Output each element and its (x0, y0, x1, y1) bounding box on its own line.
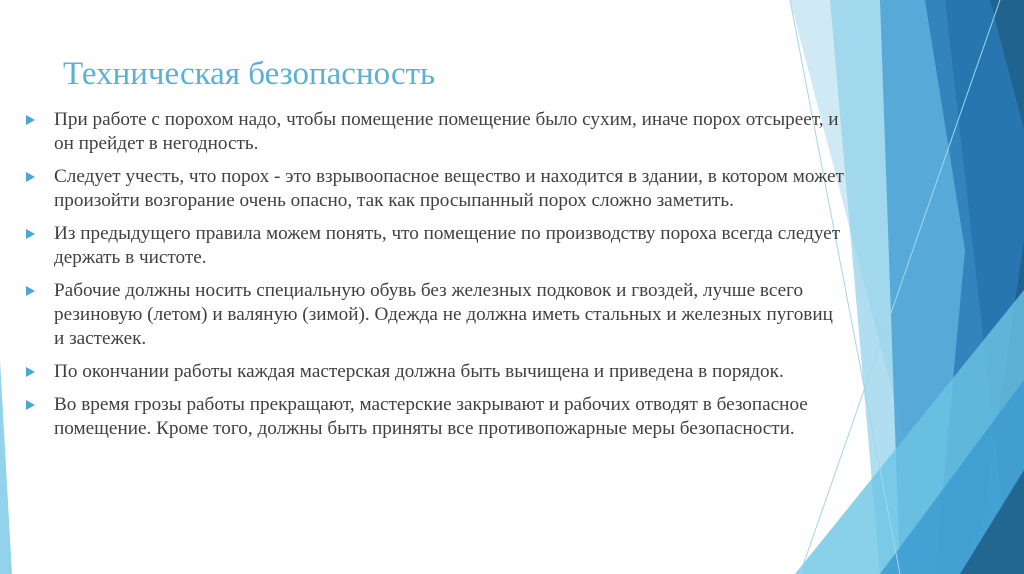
triangle-right-icon (26, 172, 35, 182)
bullet-text: При работе с порохом надо, чтобы помещение помещение было сухим, иначе порох отсыреет, и он прейдет в негодность. (54, 109, 839, 154)
bullet-text: Во время грозы работы прекращают, мастерские закрывают и рабочих отводят в безопасное помещение. Кроме того, должны быть приняты все противопожарные меры безопасности. (54, 394, 808, 439)
bullet-list (24, 108, 844, 450)
bullet-text: По окончании работы каждая мастерская должна быть вычищена и приведена в порядок. (54, 361, 784, 382)
slide-title: Техническая безопасность (63, 56, 436, 92)
left-edge-wedge (0, 360, 12, 574)
bullet-item (24, 165, 844, 213)
bullet-item (24, 222, 844, 270)
triangle-right-icon (26, 286, 35, 296)
bullet-text: Рабочие должны носить специальную обувь без железных подковок и гвоздей, лучше всего резиновую (летом) и валяную (зимой). Одежда не должна иметь стальных и железных пуговиц и застежек. (54, 280, 833, 349)
bullet-text: Следует учесть, что порох - это взрывоопасное вещество и находится в здании, в котором может произойти возгорание очень опасно, так как просыпанный порох сложно заметить. (54, 166, 844, 211)
triangle-right-icon (26, 115, 35, 125)
bullet-item (24, 393, 844, 441)
bullet-item (24, 360, 844, 384)
bullet-text: Из предыдущего правила можем понять, что помещение по производству пороха всегда следует держать в чистоте. (54, 223, 841, 268)
bullet-item (24, 108, 844, 156)
triangle-right-icon (26, 229, 35, 239)
bullet-item (24, 279, 844, 351)
triangle-right-icon (26, 400, 35, 410)
triangle-right-icon (26, 367, 35, 377)
